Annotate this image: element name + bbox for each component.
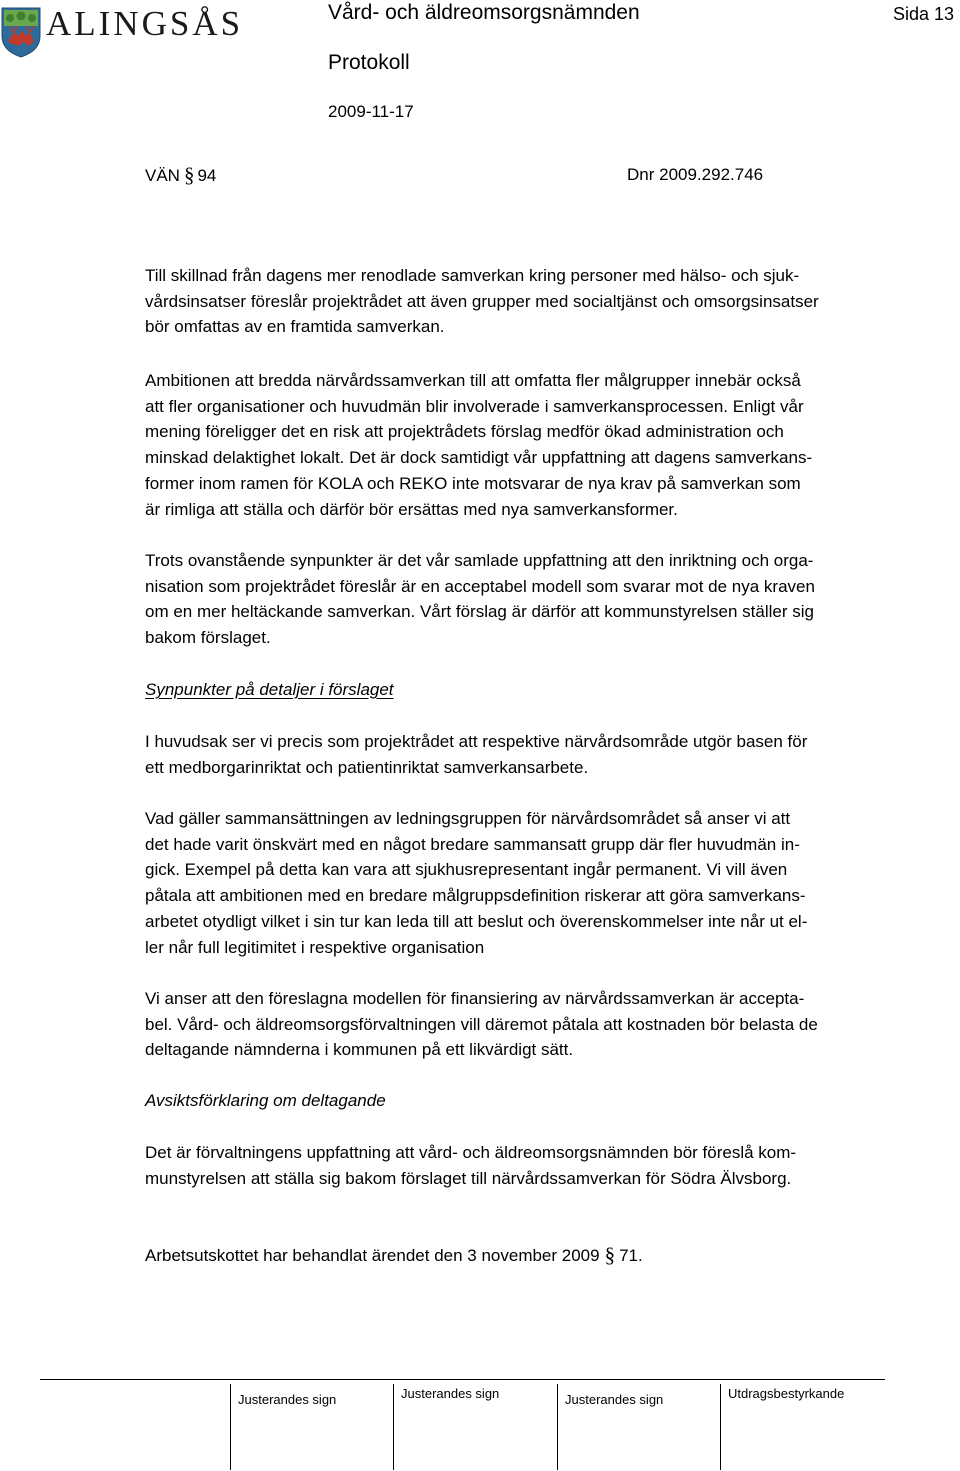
paragraph-line bbox=[145, 1243, 885, 1269]
paragraph-line: Trots ovanstående synpunkter är det vår samlade uppfattning att den inriktning och orga- bbox=[145, 551, 814, 570]
paragraph-line: former inom ramen för KOLA och REKO inte motsvarar de nya krav på samverkan som bbox=[145, 473, 801, 493]
paragraph-line: bakom förslaget. bbox=[145, 628, 271, 648]
footer-rule bbox=[40, 1379, 885, 1380]
meeting-date: 2009-11-17 bbox=[328, 102, 414, 121]
paragraph-line: munstyrelsen att ställa sig bakom förslaget till närvårdssamverkan för Södra Älvsborg. bbox=[145, 1168, 792, 1188]
paragraph-line: Vi anser att den föreslagna modellen för finansiering av närvårdssamverkan är accepta- bbox=[145, 989, 805, 1008]
section-symbol: § bbox=[604, 1243, 616, 1267]
section-number: 94 bbox=[197, 166, 217, 185]
paragraph-line: gick. Exempel på detta kan vara att sjukhusrepresentant ingår permanent. Vi vill även bbox=[145, 860, 788, 880]
signature-label-3: Justerandes sign bbox=[565, 1392, 664, 1407]
signature-label-2: Justerandes sign bbox=[401, 1386, 500, 1401]
paragraph-line: mening föreligger det en risk att projektrådets förslag medför ökad administration och bbox=[145, 422, 784, 442]
paragraph-line: nisation som projektrådet föreslår är en acceptabel modell som svarar mot de nya kraven bbox=[145, 576, 815, 596]
paragraph-line: ett medborgarinriktat och patientinriktat samverkansarbete. bbox=[145, 757, 589, 777]
diary-number: Dnr 2009.292.746 bbox=[627, 165, 764, 184]
page-number: Sida 13 bbox=[893, 4, 955, 24]
coat-of-arms-logo bbox=[0, 6, 42, 58]
paragraph-line: minskad delaktighet lokalt. Det är dock samtidigt vår uppfattning att dagens samverkans- bbox=[145, 448, 813, 468]
signature-divider bbox=[230, 1384, 231, 1470]
paragraph-line: påtala att ambitionen med en bredare målgruppsdefinition riskerar att göra samverkans- bbox=[145, 886, 806, 906]
paragraph-1 bbox=[145, 263, 885, 340]
paragraph-line: arbetet otydligt vilket i sin tur kan leda till att beslut och överenskommelser inte når ut el- bbox=[145, 911, 808, 931]
paragraph-line: ler når full legitimitet i respektive organisation bbox=[145, 937, 485, 957]
extract-label: Utdragsbestyrkande bbox=[728, 1386, 845, 1401]
paragraph-line: Ambitionen att bredda närvårdssamverkan till att omfatta fler målgrupper innebär också bbox=[145, 371, 801, 390]
paragraph-8 bbox=[145, 1243, 885, 1269]
section-heading: Synpunkter på detaljer i förslaget bbox=[145, 680, 394, 699]
paragraph-line: Det är förvaltningens uppfattning att vård- och äldreomsorgsnämnden bör föreslå kom- bbox=[145, 1143, 797, 1162]
paragraph-text: 71. bbox=[619, 1246, 643, 1265]
paragraph-7 bbox=[145, 1140, 885, 1191]
board-name: Vård- och äldreomsorgsnämnden bbox=[328, 1, 640, 24]
paragraph-2 bbox=[145, 368, 885, 522]
paragraph-line: deltagande nämnderna i kommunen på ett likvärdigt sätt. bbox=[145, 1040, 574, 1060]
paragraph-3 bbox=[145, 548, 885, 651]
paragraph-line: Vad gäller sammansättningen av ledningsgruppen för närvårdsområdet så anser vi att bbox=[145, 809, 791, 828]
paragraph-line: om en mer heltäckande samverkan. Vårt förslag är därför att kommunstyrelsen ställer sig bbox=[145, 602, 814, 622]
paragraph-line: bör omfattas av en framtida samverkan. bbox=[145, 317, 445, 337]
paragraph-text: Arbetsutskottet har behandlat ärendet den 3 november 2009 bbox=[145, 1246, 600, 1265]
section-reference bbox=[145, 164, 216, 187]
paragraph-5 bbox=[145, 806, 885, 960]
paragraph-4 bbox=[145, 729, 885, 780]
paragraph-line: vårdsinsatser föreslår projektrådet att även grupper med socialtjänst och omsorgsinsatser bbox=[145, 291, 819, 311]
section-heading-intent bbox=[145, 1088, 885, 1114]
section-heading: Avsiktsförklaring om deltagande bbox=[145, 1091, 386, 1110]
signature-divider bbox=[393, 1384, 394, 1470]
section-prefix: VÄN bbox=[145, 166, 180, 185]
paragraph-line: Till skillnad från dagens mer renodlade samverkan kring personer med hälso- och sjuk- bbox=[145, 266, 800, 285]
paragraph-line: det hade varit önskvärt med en något bredare sammansatt grupp där fler huvudmän in- bbox=[145, 834, 800, 854]
paragraph-6 bbox=[145, 986, 885, 1063]
signature-divider bbox=[720, 1384, 721, 1470]
section-heading-details bbox=[145, 677, 885, 703]
logo-wordmark: ALINGSÅS bbox=[46, 4, 244, 43]
paragraph-line: att fler organisationer och huvudmän blir involverade i samverkansprocessen. Enligt vår bbox=[145, 396, 804, 416]
document-type: Protokoll bbox=[328, 51, 410, 74]
paragraph-line: är rimliga att ställa och därför bör ersättas med nya samverkansformer. bbox=[145, 499, 678, 519]
paragraph-line: I huvudsak ser vi precis som projektrådet att respektive närvårdsområde utgör basen för bbox=[145, 732, 808, 751]
signature-divider bbox=[557, 1384, 558, 1470]
section-symbol: § bbox=[183, 163, 195, 187]
paragraph-line: bel. Vård- och äldreomsorgsförvaltningen vill däremot påtala att kostnaden bör belasta de bbox=[145, 1014, 818, 1034]
signature-label-1: Justerandes sign bbox=[238, 1392, 337, 1407]
